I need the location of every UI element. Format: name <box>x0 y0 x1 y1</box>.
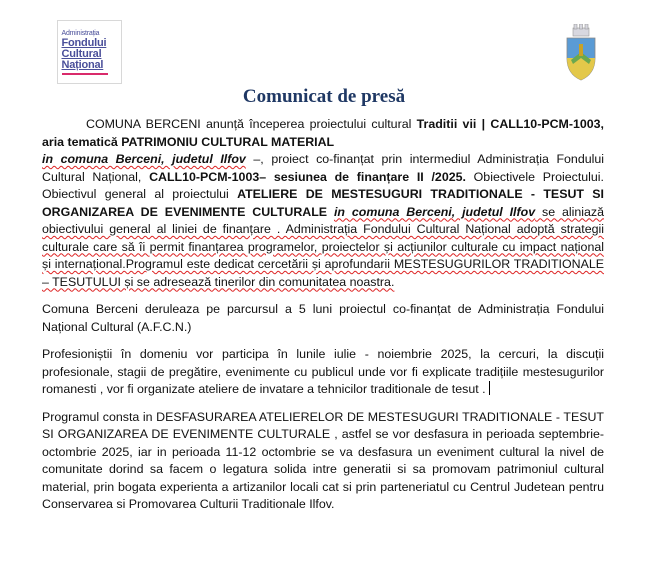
logo-line-3: Cultural <box>61 48 102 60</box>
paragraph-intro <box>42 116 604 291</box>
call-code: CALL10-PCM-1003– sesiunea de finanțare II /2025. <box>149 169 466 184</box>
afcn-logo <box>57 20 122 84</box>
logo-accent-bar <box>62 73 108 75</box>
program-text: Programul consta in DESFASURAREA ATELIERELOR DE MESTESUGURI TRADITIONALE - TESUT SI ORGANIZAREA DE EVENIMENTE CULTURALE , astfel se vor desfasura in perioada septembrie-octombrie 2025, iar in perioada 11-12 octombrie se va desfasura un eveniment cultural la nivel de comunitate dorind sa facem o legatura solida intre generatii si sa promovam patrimoniul cultural material, prin bogata experienta a artizanilor locali cat si prin parteneriatul cu Centrul Judetean pentru Conservarea si Promovarea Culturii Traditionale Ilfov. <box>42 409 604 511</box>
text-cursor <box>489 381 490 395</box>
project-objective: ATELIERE DE MESTESUGURI TRADITIONALE - TESUT SI ORGANIZAREA DE EVENIMENTE CULTURALE <box>42 187 604 219</box>
location-text-2: in comuna Berceni, judetul Ilfov <box>333 204 536 219</box>
commune-coat-of-arms <box>561 24 601 82</box>
paragraph-professionals <box>42 346 604 399</box>
duration-text: Comuna Berceni deruleaza pe parcursul a 5 luni proiectul co-finanțat de Administrația Fondului Național Cultural (A.F.C.N.) <box>42 302 604 334</box>
project-name: Traditii vii | CALL10-PCM-1003, aria tematică PATRIMONIU CULTURAL MATERIAL <box>42 117 604 149</box>
professionals-text: Profesioniștii în domeniu vor participa în lunile iulie - noiembrie 2025, la cercuri, la discuții profesionale, stagii de pregătire, evenimente cu publicul unde vor fi explicate tradițiile mestesugurilor romanesti , vor fi organizate ateliere de invatare a tehnicilor traditionale de tesut . <box>42 347 604 396</box>
logo-line-2: Fondului <box>61 37 107 49</box>
location-text: in comuna Berceni, judetul Ilfov <box>42 152 246 166</box>
funding-text: –, proiect co-finanțat prin intermediul Administrația Fondului Cultural Național, <box>42 152 604 184</box>
page-title: Comunicat de presă <box>242 86 406 107</box>
paragraph-duration <box>42 301 604 336</box>
alignment-text: se aliniază obiectivului general al liniei de finanțare . Administrația Fondului Cultural Național adoptă strategii culturale care să îi permit finanțarea programelor, proiectelor și acțiunilor culturale cu impact național și internațional.Programul este dedicat cercetării și aprofundarii MESTESUGURILOR TRADITIONALE – TESUTULUI și se adresează tinerilor din comunitatea noastra. <box>42 204 605 289</box>
objectives-text: Obiectivele Proiectului. Obiectivul general al proiectului <box>42 169 604 201</box>
paragraph-program <box>42 409 604 514</box>
document-body <box>42 116 604 520</box>
logo-line-1: Administrația <box>61 30 100 37</box>
logo-line-4: Național <box>61 59 104 71</box>
intro-text: COMUNA BERCENI anunță începerea proiectului cultural <box>86 117 417 131</box>
